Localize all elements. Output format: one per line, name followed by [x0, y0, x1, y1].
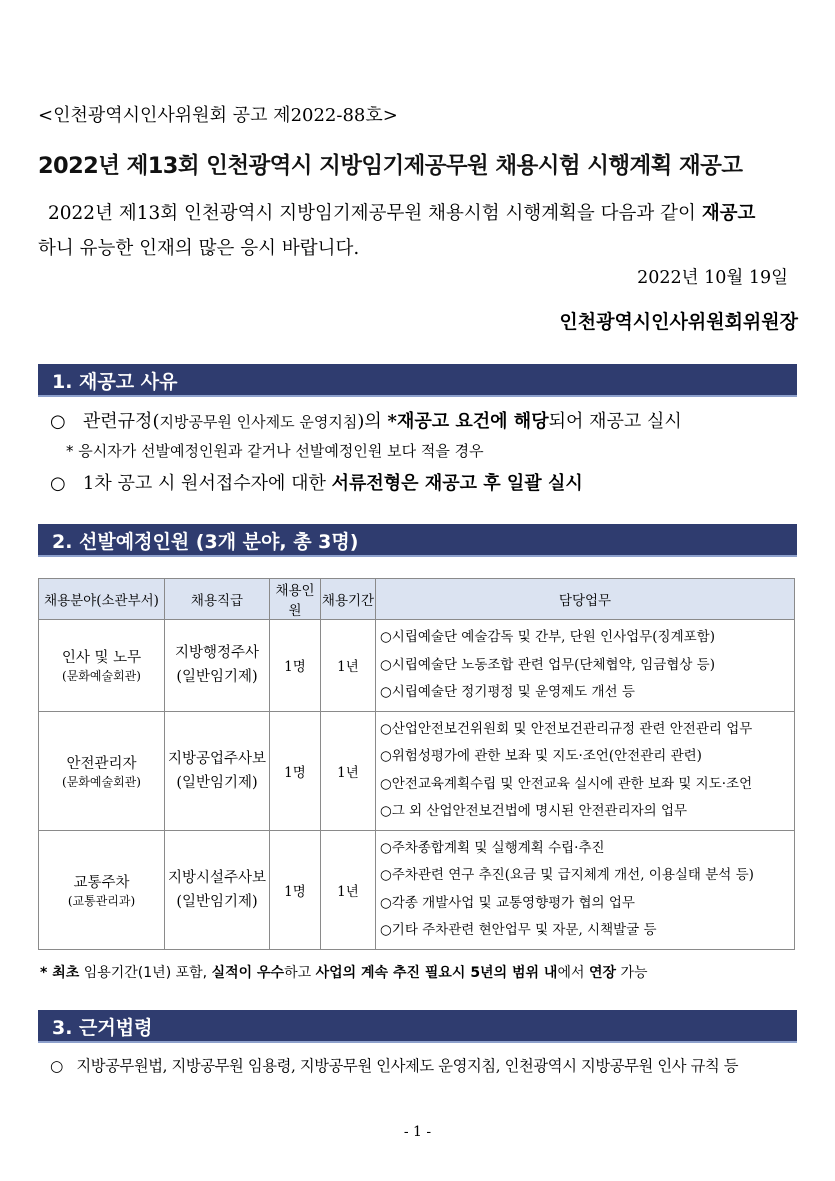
- footnote-bold: 실적이 우수: [211, 965, 285, 981]
- period-cell: 1년: [321, 711, 376, 830]
- duty-item: ○시립예술단 정기평정 및 운영제도 개선 등: [380, 684, 635, 700]
- page-number: - 1 -: [403, 1124, 432, 1140]
- count-cell: 1명: [270, 620, 321, 712]
- section-3-header: [38, 1010, 797, 1043]
- table-row: [39, 711, 795, 830]
- section-1-heading: 1. 재공고 사유: [52, 371, 178, 393]
- field-cell: [39, 620, 165, 712]
- footnote-text: 임용기간(1년) 포함,: [79, 965, 212, 981]
- grade-name: 지방공업주사보: [167, 750, 267, 767]
- document-title: 2022년 제13회 인천광역시 지방임기제공무원 채용시험 시행계획 재공고: [38, 153, 743, 179]
- field-name: 안전관리자: [66, 755, 137, 772]
- grade-cell: [165, 620, 270, 712]
- footnote-text: 에서: [557, 965, 589, 981]
- field-cell: [39, 830, 165, 949]
- section-2-heading: 2. 선발예정인원 (3개 분야, 총 3명): [52, 531, 359, 553]
- column-header: 담당업무: [376, 579, 795, 620]
- field-department: (교통관리과): [67, 893, 136, 908]
- section-3-heading: 3. 근거법령: [52, 1017, 153, 1039]
- duty-item: ○주차관련 연구 추진(요금 및 급지체계 개선, 이용실태 분석 등): [380, 867, 754, 883]
- footnote-text: 가능: [616, 965, 648, 981]
- section-1-header: [38, 364, 797, 397]
- footnote-bold: 최초: [52, 965, 80, 981]
- duty-item: ○기타 주차관련 현안업무 및 자문, 시책발굴 등: [380, 922, 657, 938]
- column-header: 채용직급: [165, 579, 270, 620]
- bullet-circle-icon: ○: [50, 473, 66, 494]
- section-1-bullet-1: [50, 407, 682, 433]
- bullet-circle-icon: ○: [50, 411, 66, 432]
- grade-cell: [165, 711, 270, 830]
- field-department: (문화예술회관): [62, 774, 141, 789]
- duties-cell: [376, 830, 795, 949]
- duty-item: ○산업안전보건위원회 및 안전보건관리규정 관련 안전관리 업무: [380, 720, 753, 737]
- intro-line-2: 하니 유능한 인재의 많은 응시 바랍니다.: [38, 238, 360, 259]
- signer: 인천광역시인사위원회위원장: [559, 311, 798, 333]
- bullet-text: )의: [357, 411, 388, 432]
- intro-paragraph: [38, 196, 798, 266]
- section-2-header: [38, 524, 797, 557]
- duty-item: ○시립예술단 노동조합 관련 업무(단체협약, 임금협상 등): [380, 656, 715, 673]
- duties-cell: [376, 711, 795, 830]
- bullet-text: 1차 공고 시 원서접수자에 대한: [82, 473, 332, 494]
- grade-type: (일반임기제): [176, 893, 258, 910]
- bullet-text: 되어 재공고 실시: [548, 411, 682, 432]
- grade-name: 지방시설주사보: [167, 869, 267, 886]
- period-cell: 1년: [321, 830, 376, 949]
- column-header: 채용인원: [270, 579, 321, 620]
- field-department: (문화예술회관): [62, 669, 141, 684]
- field-name: 교통주차: [73, 874, 130, 891]
- duties-cell: [376, 620, 795, 712]
- table-row: [39, 830, 795, 949]
- notice-number: <인천광역시인사위원회 공고 제2022-88호>: [38, 105, 398, 126]
- grade-name: 지방행정주사: [174, 645, 260, 662]
- section-3-bullet: [50, 1054, 738, 1076]
- footnote-text: 하고: [284, 965, 316, 981]
- table-row: [39, 620, 795, 712]
- field-cell: [39, 711, 165, 830]
- table-header-row: [39, 579, 795, 620]
- duty-item: ○위험성평가에 관한 보좌 및 지도·조언(안전관리 관련): [380, 748, 702, 764]
- intro-line-1: [38, 196, 798, 231]
- footnote-bold: 연장: [588, 965, 616, 981]
- section-1-note: * 응시자가 선발예정인원과 같거나 선발예정인원 보다 적을 경우: [66, 442, 484, 460]
- bullet-small-text: 지방공무원 인사제도 운영지침: [159, 413, 358, 431]
- duty-item: ○주차종합계획 및 실행계획 수립·추진: [380, 839, 605, 856]
- duty-item: ○각종 개발사업 및 교통영향평가 협의 업무: [380, 894, 635, 911]
- count-cell: 1명: [270, 830, 321, 949]
- bullet-bold-text: 서류전형은 재공고 후 일괄 실시: [331, 473, 583, 494]
- duty-item: ○그 외 산업안전보건법에 명시된 안전관리자의 업무: [380, 803, 688, 819]
- column-header: 채용분야(소관부서): [39, 579, 165, 620]
- bullet-circle-icon: ○: [50, 1057, 63, 1075]
- duty-item: ○시립예술단 예술감독 및 간부, 단원 인사업무(징계포함): [380, 629, 715, 645]
- table-footnote: [40, 962, 648, 982]
- section-1-bullet-2: [50, 469, 583, 495]
- duty-item: ○안전교육계획수립 및 안전교육 실시에 관한 보좌 및 지도·조언: [380, 775, 753, 792]
- notice-date: 2022년 10월 19일: [637, 268, 788, 288]
- column-header: 채용기간: [321, 579, 376, 620]
- count-cell: 1명: [270, 711, 321, 830]
- footnote-text: *: [40, 965, 53, 981]
- grade-type: (일반임기제): [176, 774, 258, 791]
- field-name: 인사 및 노무: [61, 650, 142, 667]
- footnote-bold: 사업의 계속 추진 필요시 5년의 범위 내: [315, 965, 558, 981]
- bullet-bold-text: *재공고 요건에 해당: [387, 411, 549, 432]
- period-cell: 1년: [321, 620, 376, 712]
- grade-cell: [165, 830, 270, 949]
- bullet-text: 관련규정(: [82, 411, 160, 432]
- intro-bold-text: 재공고: [701, 203, 756, 224]
- intro-text: 2022년 제13회 인천광역시 지방임기제공무원 채용시험 시행계획을 다음과 같이: [48, 203, 702, 224]
- law-text: 지방공무원법, 지방공무원 임용령, 지방공무원 인사제도 운영지침, 인천광역시 지방공무원 인사 규칙 등: [76, 1057, 739, 1075]
- grade-type: (일반임기제): [176, 669, 258, 686]
- recruitment-table: [38, 578, 795, 950]
